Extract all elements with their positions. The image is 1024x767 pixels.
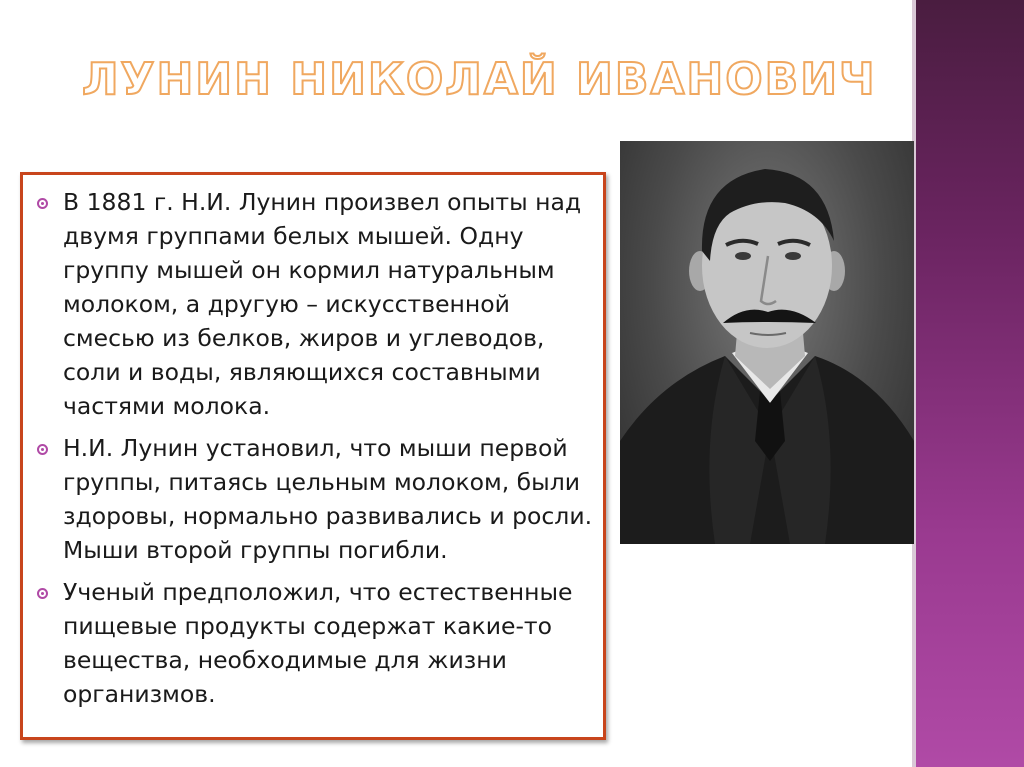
bullet-text: В 1881 г. Н.И. Лунин произвел опыты над двумя группами белых мышей. Одну группу мышей он кормил натуральным молоком, а другую – искусственной смесью из белков, жиров и углеводов, соли и воды, являющихся составными частями молока. xyxy=(63,188,582,420)
bullet-item xyxy=(35,185,600,423)
circle-bullet-icon xyxy=(37,444,48,455)
bullet-list xyxy=(35,185,600,719)
circle-bullet-icon xyxy=(37,198,48,209)
circle-bullet-icon xyxy=(37,588,48,599)
side-decorative-band xyxy=(916,0,1024,767)
bullet-text: Ученый предположил, что естественные пищевые продукты содержат какие-то вещества, необходимые для жизни организмов. xyxy=(63,578,573,708)
bullet-item xyxy=(35,431,600,567)
text-box xyxy=(20,172,606,740)
portrait-photo xyxy=(620,141,914,544)
bullet-item xyxy=(35,575,600,711)
slide-title: ЛУНИН НИКОЛАЙ ИВАНОВИЧ xyxy=(82,54,877,105)
bullet-text: Н.И. Лунин установил, что мыши первой группы, питаясь цельным молоком, были здоровы, нормально развивались и росли. Мыши второй группы погибли. xyxy=(63,434,593,564)
portrait-illustration xyxy=(620,141,914,544)
